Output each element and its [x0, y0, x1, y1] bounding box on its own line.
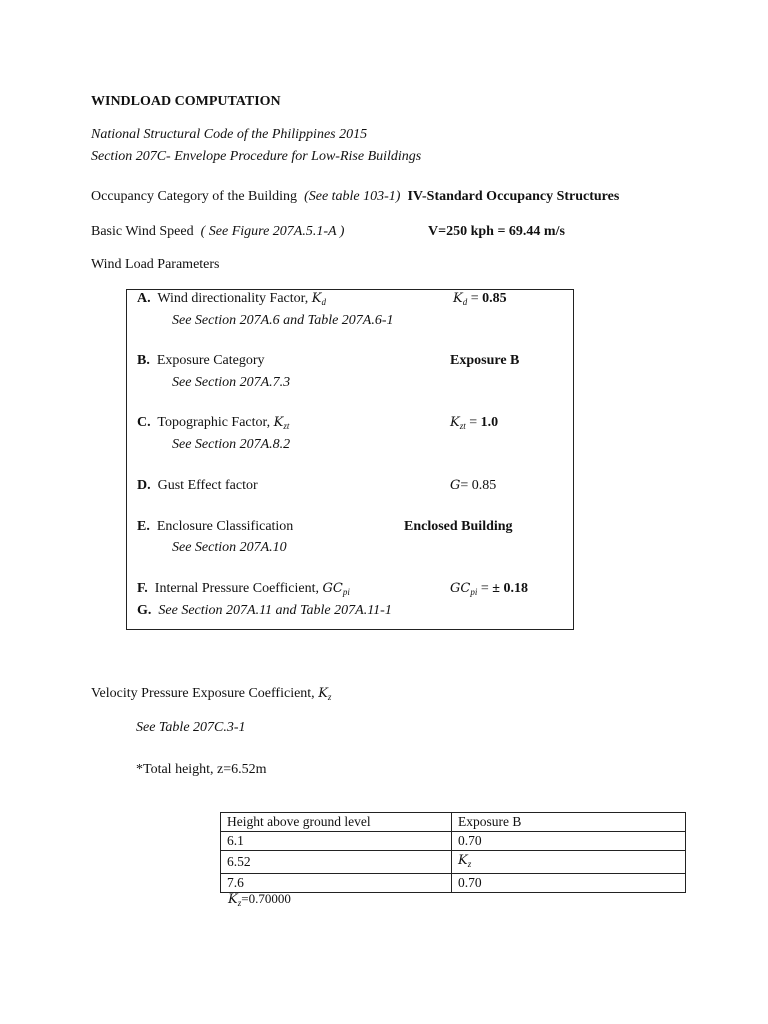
param-c-note: See Section 207A.8.2: [172, 437, 291, 452]
param-c-value: [450, 415, 498, 431]
param-e-row: [137, 519, 293, 535]
param-f-value: [450, 581, 528, 597]
param-f-value-symbol: GC: [450, 581, 471, 596]
param-a-value-subscript: d: [462, 297, 468, 307]
velocity-see-table: See Table 207C.3-1: [136, 720, 246, 735]
param-b-label: Exposure Category: [156, 353, 265, 368]
param-g-note: See Section 207A.11 and Table 207A.11-1: [158, 603, 392, 618]
param-a-value-symbol: K: [453, 291, 463, 306]
param-d-label: Gust Effect factor: [157, 478, 258, 493]
param-d-value-number: = 0.85: [460, 478, 497, 493]
param-e-label: Enclosure Classification: [156, 519, 294, 534]
param-e-note: See Section 207A.10: [172, 540, 287, 555]
param-a-label: Wind directionality Factor,: [157, 291, 309, 306]
param-f-row: [137, 581, 350, 597]
param-f-label: Internal Pressure Coefficient,: [154, 581, 319, 596]
code-reference: National Structural Code of the Philippines 2015: [91, 127, 368, 142]
section-reference: Section 207C- Envelope Procedure for Low-Rise Buildings: [91, 149, 422, 164]
param-d-value-symbol: G: [450, 478, 461, 493]
param-f-value-number: ± 0.18: [492, 581, 528, 596]
table-cell: 0.70: [452, 874, 686, 893]
table-header-cell: Exposure B: [452, 813, 686, 832]
table-cell: 6.1: [221, 832, 452, 851]
table-cell: [452, 851, 686, 874]
total-height-note: *Total height, z=6.52m: [136, 762, 267, 777]
param-c-symbol: K: [273, 415, 284, 430]
param-f-value-eq: =: [480, 581, 489, 596]
param-a-subscript: d: [321, 297, 326, 307]
param-d-value: [450, 478, 496, 494]
wind-speed-value: V=250 kph = 69.44 m/s: [428, 224, 565, 239]
param-f-subscript: pi: [342, 587, 350, 597]
param-f-value-subscript: pi: [470, 587, 478, 597]
occupancy-see: (See table 103-1): [304, 189, 401, 204]
table-cell: 0.70: [452, 832, 686, 851]
param-c-label: Topographic Factor,: [157, 415, 271, 430]
param-c-value-subscript: zt: [459, 421, 466, 431]
table-header-row: [221, 813, 686, 832]
table-header-cell: Height above ground level: [221, 813, 452, 832]
param-a-note: See Section 207A.6 and Table 207A.6-1: [172, 313, 394, 328]
table-kz-subscript: z: [467, 859, 472, 869]
velocity-symbol: K: [318, 686, 328, 701]
wind-speed-see: ( See Figure 207A.5.1-A ): [200, 224, 345, 239]
table-cell: 7.6: [221, 874, 452, 893]
param-e-letter: E.: [137, 519, 150, 534]
param-f-symbol: GC: [322, 581, 343, 596]
param-d-letter: D.: [137, 478, 151, 493]
param-b-letter: B.: [137, 353, 150, 368]
param-g-letter: G.: [137, 603, 152, 618]
table-cell: 6.52: [221, 851, 452, 874]
occupancy-line: [91, 189, 619, 205]
table-row: [221, 851, 686, 874]
param-e-value: Enclosed Building: [404, 519, 513, 534]
parameters-box: [126, 289, 574, 630]
kz-result-value: =0.70000: [241, 891, 291, 906]
param-a-value-eq: =: [470, 291, 479, 306]
kz-result-symbol: K: [228, 892, 238, 907]
param-g-row: [137, 603, 392, 619]
velocity-label: Velocity Pressure Exposure Coefficient,: [91, 686, 315, 701]
wind-speed-label-line: [91, 224, 344, 240]
param-a-value: [453, 291, 507, 307]
velocity-subscript: z: [327, 692, 332, 702]
param-c-subscript: zt: [283, 421, 290, 431]
param-b-row: [137, 353, 265, 369]
table-row: [221, 832, 686, 851]
occupancy-label: Occupancy Category of the Building: [91, 189, 298, 204]
param-b-note: See Section 207A.7.3: [172, 375, 291, 390]
param-c-value-eq: =: [469, 415, 478, 430]
param-c-letter: C.: [137, 415, 151, 430]
velocity-heading: [91, 686, 331, 702]
param-a-symbol: K: [311, 291, 322, 306]
wind-speed-label: Basic Wind Speed: [91, 224, 194, 239]
table-row: [221, 874, 686, 893]
params-heading: Wind Load Parameters: [91, 257, 220, 272]
param-a-letter: A.: [137, 291, 151, 306]
param-a-value-number: 0.85: [482, 291, 507, 306]
kz-result: [228, 891, 291, 908]
param-d-row: [137, 478, 258, 494]
kz-result-subscript: z: [237, 898, 242, 908]
page-title: WINDLOAD COMPUTATION: [91, 94, 281, 109]
param-c-value-symbol: K: [450, 415, 460, 430]
param-c-value-number: 1.0: [480, 415, 499, 430]
param-f-letter: F.: [137, 581, 148, 596]
occupancy-value: IV-Standard Occupancy Structures: [407, 189, 620, 204]
param-b-value: Exposure B: [450, 353, 520, 368]
kz-table: [220, 812, 686, 893]
table-kz-symbol: K: [458, 853, 468, 868]
param-a-row: [137, 291, 326, 307]
param-c-row: [137, 415, 289, 431]
